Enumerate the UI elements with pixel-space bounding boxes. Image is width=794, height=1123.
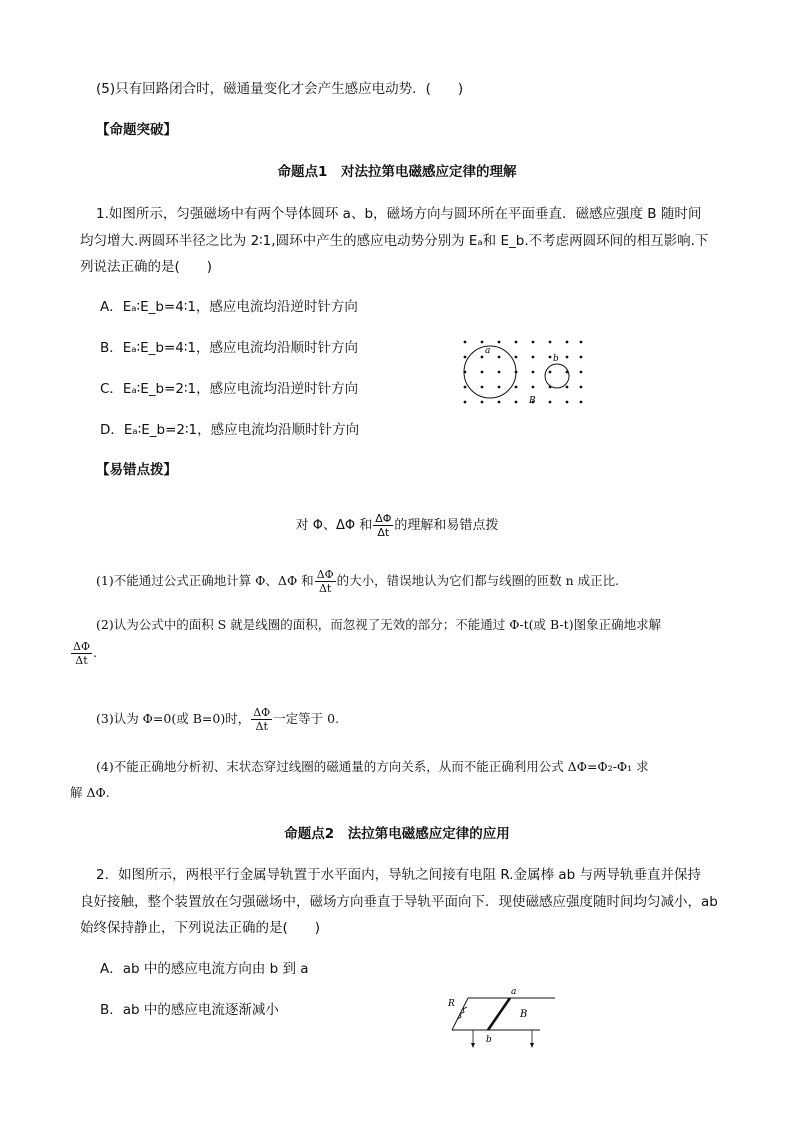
field-dot	[566, 356, 569, 359]
section-heading-pitfalls: 【易错点拨】	[96, 462, 177, 478]
field-dot	[515, 401, 518, 404]
topic-1-title: 命题点1 对法拉第电磁感应定律的理解	[277, 164, 517, 180]
field-dot	[515, 356, 518, 359]
question-2-line-1: 2．如图所示，两根平行金属导轨置于水平面内，导轨之间接有电阻 R.金属棒 ab 与两导轨垂直并保持	[96, 867, 701, 883]
pitfall-1-text-a: (1)不能通过公式正确地计算 Φ、ΔΦ 和	[96, 573, 314, 588]
field-dot	[549, 341, 552, 344]
field-dot	[464, 401, 467, 404]
field-arrow-1-head	[471, 1043, 475, 1048]
magnetic-field-dots	[464, 341, 583, 404]
fraction-denominator: Δt	[318, 582, 332, 595]
pitfall-4-line-2: 解 ΔΦ.	[70, 785, 110, 800]
question-1-option-c: C．Eₐ∶E_b=2∶1，感应电流均沿逆时针方向	[100, 381, 359, 397]
field-dot	[532, 386, 535, 389]
field-dot	[481, 356, 484, 359]
fraction-numerator: ΔΦ	[316, 568, 334, 581]
field-dot	[515, 386, 518, 389]
question-1-line-2: 均匀增大.两圆环半径之比为 2∶1,圆环中产生的感应电动势分别为 Eₐ和 E_b.不考虑两圆环间的相互影响.下	[80, 233, 709, 249]
pitfall-2-fraction	[71, 640, 92, 667]
field-dot	[580, 356, 583, 359]
ring-b	[545, 364, 569, 388]
field-dot	[498, 386, 501, 389]
question-2-figure-rails	[440, 985, 562, 1053]
field-dot	[532, 371, 535, 374]
question-2-line-3: 始终保持静止，下列说法正确的是( )	[80, 920, 321, 936]
pitfall-3	[96, 706, 339, 733]
section-heading-breakthrough: 【命题突破】	[96, 122, 177, 138]
label-R: R	[448, 999, 455, 1009]
fraction-denominator: Δt	[75, 654, 88, 667]
question-1-line-3: 列说法正确的是( )	[80, 259, 213, 275]
field-dot	[498, 371, 501, 374]
pitfall-3-text-b: 一定等于 0.	[273, 711, 340, 726]
metal-rod-ab	[488, 998, 510, 1030]
label-a: a	[511, 987, 517, 997]
field-dot	[566, 341, 569, 344]
field-dot	[566, 386, 569, 389]
label-b: b	[553, 354, 559, 364]
pitfall-3-fraction	[251, 706, 272, 733]
fraction-numerator: ΔΦ	[375, 512, 392, 525]
field-dot	[464, 341, 467, 344]
field-dot	[549, 401, 552, 404]
fraction-denominator: Δt	[255, 720, 268, 733]
field-dot	[532, 341, 535, 344]
label-B: B	[520, 1009, 528, 1020]
field-dot	[498, 401, 501, 404]
field-dot	[580, 386, 583, 389]
field-dot	[498, 356, 501, 359]
field-dot	[566, 401, 569, 404]
fraction-numerator: ΔΦ	[253, 706, 271, 719]
pitfall-1	[96, 568, 619, 595]
field-dot	[549, 356, 552, 359]
field-dot	[549, 371, 552, 374]
pitfall-4-line-1: (4)不能正确地分析初、末状态穿过线圈的磁通量的方向关系，从而不能正确利用公式 ΔΦ=Φ₂-Φ₁ 求	[96, 759, 649, 774]
pitfall-2-line-1: (2)认为公式中的面积 S 就是线圈的面积，而忽视了无效的部分；不能通过 Φ-t(或 B-t)图象正确地求解	[96, 617, 662, 632]
question-1-line-1: 1.如图所示，匀强磁场中有两个导体圆环 a、b，磁场方向与圆环所在平面垂直．磁感应强度 B 随时间	[96, 206, 702, 222]
field-dot	[580, 341, 583, 344]
question-1-option-b: B．Eₐ∶E_b=4∶1，感应电流均沿顺时针方向	[100, 340, 358, 356]
item-5: (5)只有回路闭合时，磁通量变化才会产生感应电动势．( )	[96, 81, 464, 97]
field-dot	[580, 371, 583, 374]
fraction-numerator: ΔΦ	[73, 640, 90, 653]
field-dot	[464, 386, 467, 389]
pitfall-title	[0, 512, 794, 539]
question-1-figure-magnetic-field-rings	[455, 336, 590, 412]
field-dot	[481, 371, 484, 374]
field-dot	[580, 401, 583, 404]
question-2-option-b: B．ab 中的感应电流逐渐减小	[100, 1002, 279, 1018]
field-dot	[464, 356, 467, 359]
label-b: b	[486, 1035, 492, 1045]
fraction-denominator: Δt	[377, 526, 390, 539]
question-2-option-a: A．ab 中的感应电流方向由 b 到 a	[100, 961, 309, 977]
label-B: B	[529, 396, 536, 406]
question-2-line-2: 良好接触，整个装置放在匀强磁场中，磁场方向垂直于导轨平面向下．现使磁感应强度随时间均匀减小，ab	[80, 894, 718, 910]
label-a: a	[485, 346, 491, 356]
pitfall-1-text-b: 的大小，错误地认为它们都与线圈的匝数 n 成正比.	[336, 573, 620, 588]
field-arrow-2-head	[530, 1043, 534, 1048]
topic-2-title: 命题点2 法拉第电磁感应定律的应用	[284, 826, 510, 842]
pitfall-1-fraction	[315, 568, 336, 595]
field-dot	[532, 356, 535, 359]
question-1-option-a: A．Eₐ∶E_b=4∶1，感应电流均沿逆时针方向	[100, 299, 358, 315]
pitfall-3-text-a: (3)认为 Φ=0(或 B=0)时，	[96, 711, 251, 726]
field-dot	[515, 341, 518, 344]
field-dot	[481, 401, 484, 404]
question-1-option-d: D．Eₐ∶E_b=2∶1，感应电流均沿顺时针方向	[100, 422, 360, 438]
field-dot	[498, 341, 501, 344]
field-dot	[481, 341, 484, 344]
field-dot	[481, 386, 484, 389]
pitfall-2-end: .	[92, 645, 97, 660]
pitfall-title-fraction	[373, 512, 393, 539]
pitfall-title-prefix: 对 Φ、ΔΦ 和	[295, 518, 373, 533]
pitfall-title-suffix: 的理解和易错点拨	[394, 518, 499, 533]
pitfall-2-line-2	[70, 640, 97, 667]
